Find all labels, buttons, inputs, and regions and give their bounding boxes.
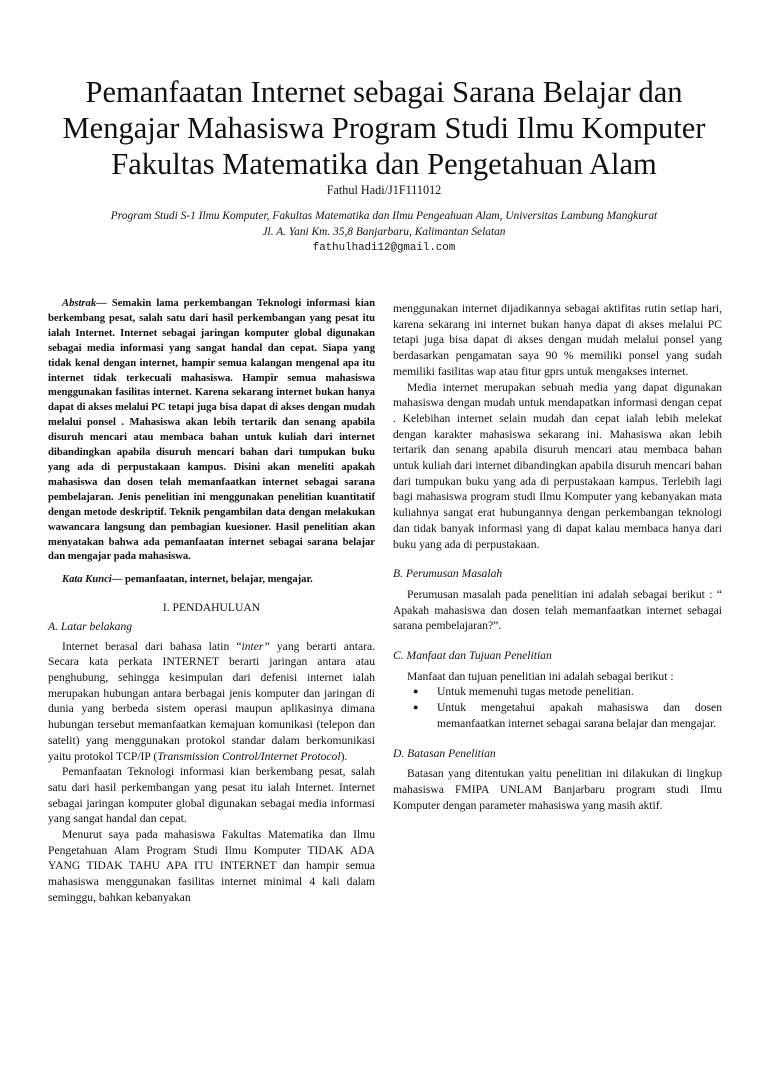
author-email[interactable]: fathulhadi12@gmail.com — [312, 242, 456, 254]
paragraph-pemanfaatan: Pemanfaatan Teknologi informasi kian berkembang pesat, salah satu dari hasil perkembangan yang pesat itu ialah Internet. Internet sebagai jaringan komputer global digunakan sebagai media informasi yang sangat handal dan cepat. — [48, 765, 375, 826]
abstract-dash: — — [96, 298, 112, 309]
section-title-rest: ENDAHULUAN — [178, 601, 261, 615]
keywords — [48, 573, 375, 588]
title-line-2: Mengajar Mahasiswa Program Studi Ilmu Komputer — [62, 111, 706, 145]
paragraph-menurut-saya: Menurut saya pada mahasiswa Fakultas Matematika dan Ilmu Pengetahuan Alam Program Studi Ilmu Komputer TIDAK ADA YANG TIDAK TAHU APA ITU INTERNET dan hampir semua mahasiswa menggunakan fasilitas internet minimal 4 kali dalam seminggu, bahkan kebanyakan — [48, 828, 375, 904]
section-numeral: I. — [162, 601, 173, 615]
subsection-heading-a: A. Latar belakang — [48, 619, 133, 633]
paragraph-media-internet: Media internet merupakan sebuah media yang dapat digunakan mahasiswa dengan mudah untuk mendapatkan informasi dengan cepat . Kelebihan internet selain mudah dan cepat ialah lebih melekat dengan karakter mahasiswa sekarang ini. Mahasiswa akan lebih tertarik dan senang apabila disuruh mencari atau membaca bahan untuk kuliah dari internet dibandingkan apabila disuruh mencari bahan dari tumpukan buku yang ada di perpustakaan kampus. Terlebih lagi bagi mahasiswa program studi Ilmu Komputer yang kebanyakan mata kuliahnya sangat erat hubungannya dengan perkembangan teknologi dan tidak banyak informasi yang di dapat kalau membaca hanya dari buku yang ada di perpustakaan. — [393, 380, 722, 551]
list-item: ● Untuk mengetahui apakah mahasiswa dan dosen memanfaatkan internet sebagai sarana belajar dan mengajar. — [437, 700, 722, 731]
author-name: Fathul Hadi/J1F111012 — [326, 183, 442, 197]
title-line-1: Pemanfaatan Internet sebagai Sarana Belajar dan — [85, 75, 683, 109]
p1-end: ). — [340, 749, 348, 763]
p1-before: Internet berasal dari bahasa latin “ — [62, 639, 242, 653]
abstract — [48, 297, 375, 565]
keywords-dash: — — [111, 574, 125, 586]
paper-title — [40, 74, 728, 182]
p1-after: yang berarti antara. Secara kata perkata INTERNET berarti jaringan antara atau penghubung, sehingga kesimpulan dari defenisi internet ialah merupakan hubungan antara berbagai jenis komputer dan jaringan di dunia yang berbeda sistem operasi maupun aplikasinya dimana hubungan tersebut memanfaatkan kemajuan komunikasi (telepon dan satelit) yang menggunakan protokol standar dalam berkomunikasi yaitu protokol TCP/IP ( — [48, 639, 375, 763]
title-line-3: Fakultas Matematika dan Pengetahuan Alam — [111, 147, 657, 181]
subsection-heading-b: B. Perumusan Masalah — [393, 567, 503, 581]
paragraph-internet-definition — [48, 639, 375, 765]
list-item: ● Untuk memenuhi tugas metode penelitian. — [437, 684, 722, 700]
affiliation-line-2: Jl. A. Yani Km. 35,8 Banjarbaru, Kalimantan Selatan — [262, 225, 506, 238]
subsection-heading-c: C. Manfaat dan Tujuan Penelitian — [393, 649, 552, 663]
paragraph-menurut-saya-continued: menggunakan internet dijadikannya sebagai aktifitas rutin setiap hari, karena sekarang ini internet bukan hanya dapat di akses melalui PC tetapi juga bisa dapat di akses dengan mudah melalui ponsel yang berdasarkan pengamatan saya 90 % memiliki ponsel yang sudah memiliki fasilitas wap atau fitur gprs untuk mengakses internet. — [393, 302, 722, 378]
p1-italic-tcpip: Transmission Control/Internet Protocol — [157, 749, 341, 763]
section-heading-pendahuluan — [48, 600, 375, 616]
abstract-label: Abstrak — [62, 298, 97, 309]
right-column — [393, 301, 722, 813]
paragraph-manfaat-intro: Manfaat dan tujuan penelitian ini adalah sebagai berikut : — [407, 669, 674, 683]
subsection-heading-d: D. Batasan Penelitian — [393, 746, 496, 760]
section-first-letter: P — [172, 601, 179, 615]
keywords-label: Kata Kunci — [62, 574, 112, 586]
affiliation — [30, 209, 738, 240]
left-column — [48, 297, 375, 906]
p1-italic-inter: inter” — [241, 639, 270, 653]
abstract-text: Semakin lama perkembangan Teknologi informasi kian berkembang pesat, salah satu dari hasil perkembangan yang pesat itu ialah Internet. Internet sebagai jaringan komputer global digunakan sebagai media informasi yang sangat handal dan cepat. Siapa yang tidak kenal dengan internet, hampir semua kalangan mengenal apa itu internet tidak terkecuali mahasiswa. Hampir semua mahasiswa menggunakan fasilitas internet. Karena sekarang internet bukan hanya dapat di akses melalui PC tetapi juga bisa dapat di akses dengan mudah melalui ponsel . Mahasiswa akan lebih tertarik dan senang apabila disuruh mencari atau membaca bahan untuk kuliah dari internet dibandingkan apabila disuruh mencari bahan dari tumpukan buku yang ada di perpustakaan kampus. Disini akan meneliti apakah mahasiswa dan dosen telah memanfaatkan internet sebagai sarana pembelajaran. Jenis penelitian ini menggunakan penelitian kuantitatif dengan metode deskriptif. Teknik pengambilan data dengan melakukan wawancara langsung dan pembagian kuesioner. Hasil penelitian akan menyatakan bahwa ada pemanfaatan internet sebagai sarana belajar dan mengajar pada mahasiswa. — [48, 298, 375, 563]
paragraph-batasan: Batasan yang ditentukan yaitu penelitian ini dilakukan di lingkup mahasiswa FMIPA UNLAM Banjarbaru program studi Ilmu Komputer dengan parameter mahasiswa yang masih aktif. — [393, 767, 722, 812]
manfaat-list — [393, 684, 722, 731]
paragraph-perumusan-masalah: Perumusan masalah pada penelitian ini adalah sebagai berikut : “ Apakah mahasiswa dan dosen telah memanfaatkan internet sebagai sarana pembelajaran?”. — [393, 587, 722, 633]
affiliation-line-1: Program Studi S-1 Ilmu Komputer, Fakultas Matematika dan Ilmu Pengeahuan Alam, Universitas Lambung Mangkurat — [110, 210, 658, 222]
keywords-text: pemanfaatan, internet, belajar, mengajar. — [125, 574, 313, 586]
